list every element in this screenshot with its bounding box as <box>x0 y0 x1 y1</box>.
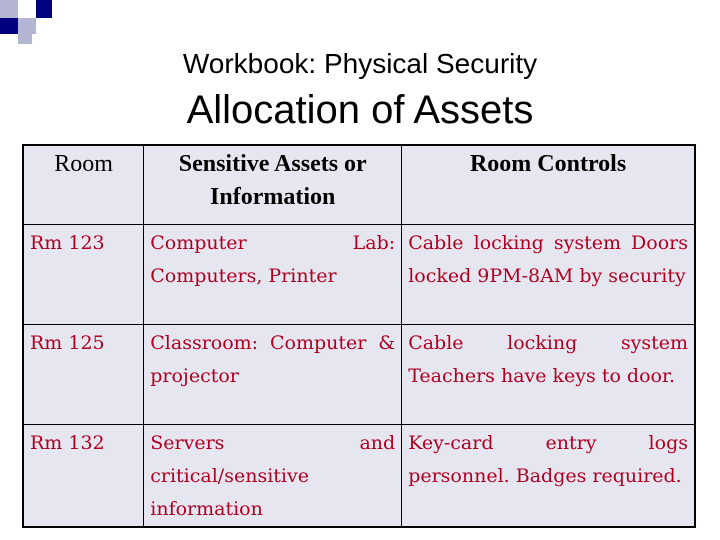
cell-room: Rm 123 <box>23 225 144 325</box>
table-row <box>23 225 695 325</box>
corner-square <box>18 34 32 44</box>
corner-square <box>0 0 18 18</box>
header-room: Room <box>23 145 144 225</box>
corner-square <box>18 18 36 34</box>
cell-controls: Cable locking system Teachers have keys to door. <box>402 325 695 425</box>
corner-square <box>18 0 36 18</box>
corner-square <box>0 18 18 34</box>
corner-decoration <box>0 0 60 44</box>
header-controls: Room Controls <box>402 145 695 225</box>
cell-room: Rm 125 <box>23 325 144 425</box>
cell-room: Rm 132 <box>23 425 144 528</box>
assets-table <box>22 144 696 528</box>
table-row <box>23 325 695 425</box>
slide-subtitle <box>0 48 720 80</box>
corner-square <box>36 0 52 18</box>
slide-title: Allocation of Assets <box>186 88 534 132</box>
cell-assets: Servers and critical/sensitive information <box>144 425 402 528</box>
table-header-row <box>23 145 695 225</box>
slide-subtitle-text: Workbook: Physical Security <box>182 48 538 79</box>
cell-controls: Cable locking system Doors locked 9PM-8AM by security <box>402 225 695 325</box>
table-row <box>23 425 695 528</box>
cell-assets: Classroom: Computer & projector <box>144 325 402 425</box>
cell-controls: Key-card entry logs personnel. Badges required. <box>402 425 695 528</box>
header-assets: Sensitive Assets or Information <box>144 145 402 225</box>
cell-assets: Computer Lab: Computers, Printer <box>144 225 402 325</box>
